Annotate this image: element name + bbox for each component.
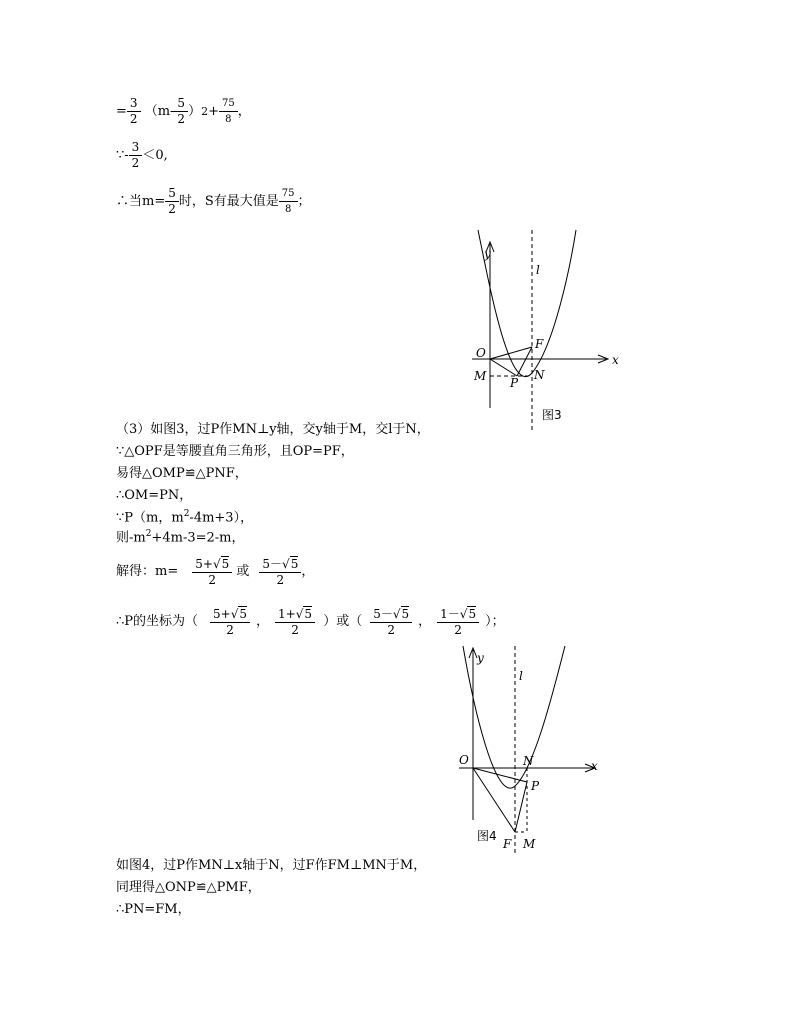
label-M: M: [523, 837, 536, 851]
eq-line-3: [116, 186, 311, 217]
comma: ，: [418, 614, 432, 629]
squared-exponent: 2: [201, 105, 209, 118]
segment-op: [490, 359, 517, 376]
segment-pf: [515, 782, 527, 832]
fraction-1-plus-root5-over-2: $\frac{1+√5}{2}$: [275, 606, 315, 638]
label-N: N: [534, 368, 545, 382]
when-m-equals: ∴当m=: [116, 194, 166, 209]
coordinate-label: ∴P的坐标为（: [116, 614, 199, 629]
label-x: x: [591, 759, 598, 773]
line-end: ；: [297, 194, 311, 209]
part4-line-3: ∴PN=FM，: [116, 902, 191, 917]
segment-of: [490, 347, 532, 359]
fraction-75-8: $\frac{75}{8}$: [279, 186, 298, 217]
label-O: O: [476, 346, 486, 360]
part3-line-1: （3）如图3，过P作MN⊥y轴，交y轴于M，交l于N，: [116, 422, 430, 437]
label-F: F: [503, 837, 512, 851]
fraction-75-8: $\frac{75}{8}$: [219, 96, 238, 127]
comma: ，: [256, 614, 270, 629]
figure-3: [470, 228, 630, 438]
label-M: M: [474, 369, 487, 383]
part3-line-5: [116, 506, 253, 526]
equals-sign: =: [116, 104, 127, 119]
solve-label: 解得：m=: [116, 564, 179, 579]
part3-line-4: ∴OM=PN，: [116, 488, 193, 503]
fraction-5-2: $\frac{5}{2}$: [165, 186, 179, 217]
plus-sign: +: [208, 104, 219, 119]
segment-pf: [517, 347, 532, 376]
paren-open: （m-: [144, 104, 175, 119]
fraction-3-2: $\frac{3}{2}$: [129, 140, 143, 171]
fraction-3-2: $\frac{3}{2}$: [127, 96, 141, 127]
parabola: [478, 230, 576, 377]
fraction-5-plus-root5-over-2: $\frac{5+√5}{2}$: [210, 606, 250, 638]
point-p-text: ∵P（m，m: [116, 510, 184, 526]
label-P: P: [510, 376, 519, 390]
equation-left: 则-m: [116, 530, 146, 546]
label-l: l: [519, 669, 523, 683]
label-N: N: [523, 754, 534, 768]
max-value-text: 时，S有最大值是: [178, 194, 279, 209]
label-P: P: [531, 779, 540, 793]
label-l: l: [536, 263, 540, 277]
or-text: 或: [236, 564, 250, 579]
fraction-5-minus-root5-over-2: $\frac{5-√5}{2}$: [370, 606, 412, 638]
part4-line-2: 同理得△ONP≌△PMF，: [116, 880, 261, 895]
part3-line-3: 易得△OMP≌△PNF，: [116, 466, 248, 481]
label-x: x: [612, 353, 619, 367]
figure-3-caption: 图3: [542, 408, 562, 422]
line-end: ）；: [485, 614, 505, 629]
part3-line-8: [116, 602, 505, 642]
less-than-zero: ＜0,: [142, 148, 168, 163]
equation-rest: +4m-3=2-m，: [151, 530, 245, 546]
or-separator: ）或（: [323, 614, 363, 629]
fraction-5-plus-root5-over-2: $\frac{5+√5}{2}$: [192, 556, 232, 588]
part3-line-2: ∵△OPF是等腰直角三角形，且OP=PF，: [116, 444, 354, 459]
fraction-1-minus-root5-over-2: $\frac{1-√5}{2}$: [437, 606, 479, 638]
because-neg: ∵-: [116, 148, 129, 163]
superscript-2: 2: [145, 529, 152, 539]
parabola: [463, 646, 565, 788]
line-end: ，: [301, 564, 315, 579]
line-end: ，: [237, 104, 251, 119]
eq-line-1: [116, 96, 251, 127]
part4-line-1: 如图4，过P作MN⊥x轴于N，过F作FM⊥MN于M，: [116, 858, 427, 873]
point-p-rest: -4m+3），: [189, 510, 254, 526]
part3-line-7: [116, 552, 314, 592]
label-O: O: [459, 753, 469, 767]
figure-4: [455, 644, 605, 858]
eq-line-2: [116, 140, 168, 171]
superscript-2: 2: [183, 509, 190, 519]
fraction-5-2: $\frac{5}{2}$: [174, 96, 188, 127]
label-y: y: [477, 651, 484, 665]
label-y: y: [484, 247, 491, 261]
paren-close: ）: [188, 104, 202, 119]
fraction-5-minus-root5-over-2: $\frac{5-√5}{2}$: [259, 556, 301, 588]
label-F: F: [535, 337, 544, 351]
figure-4-caption: 图4: [477, 829, 497, 843]
part3-line-6: [116, 526, 245, 546]
